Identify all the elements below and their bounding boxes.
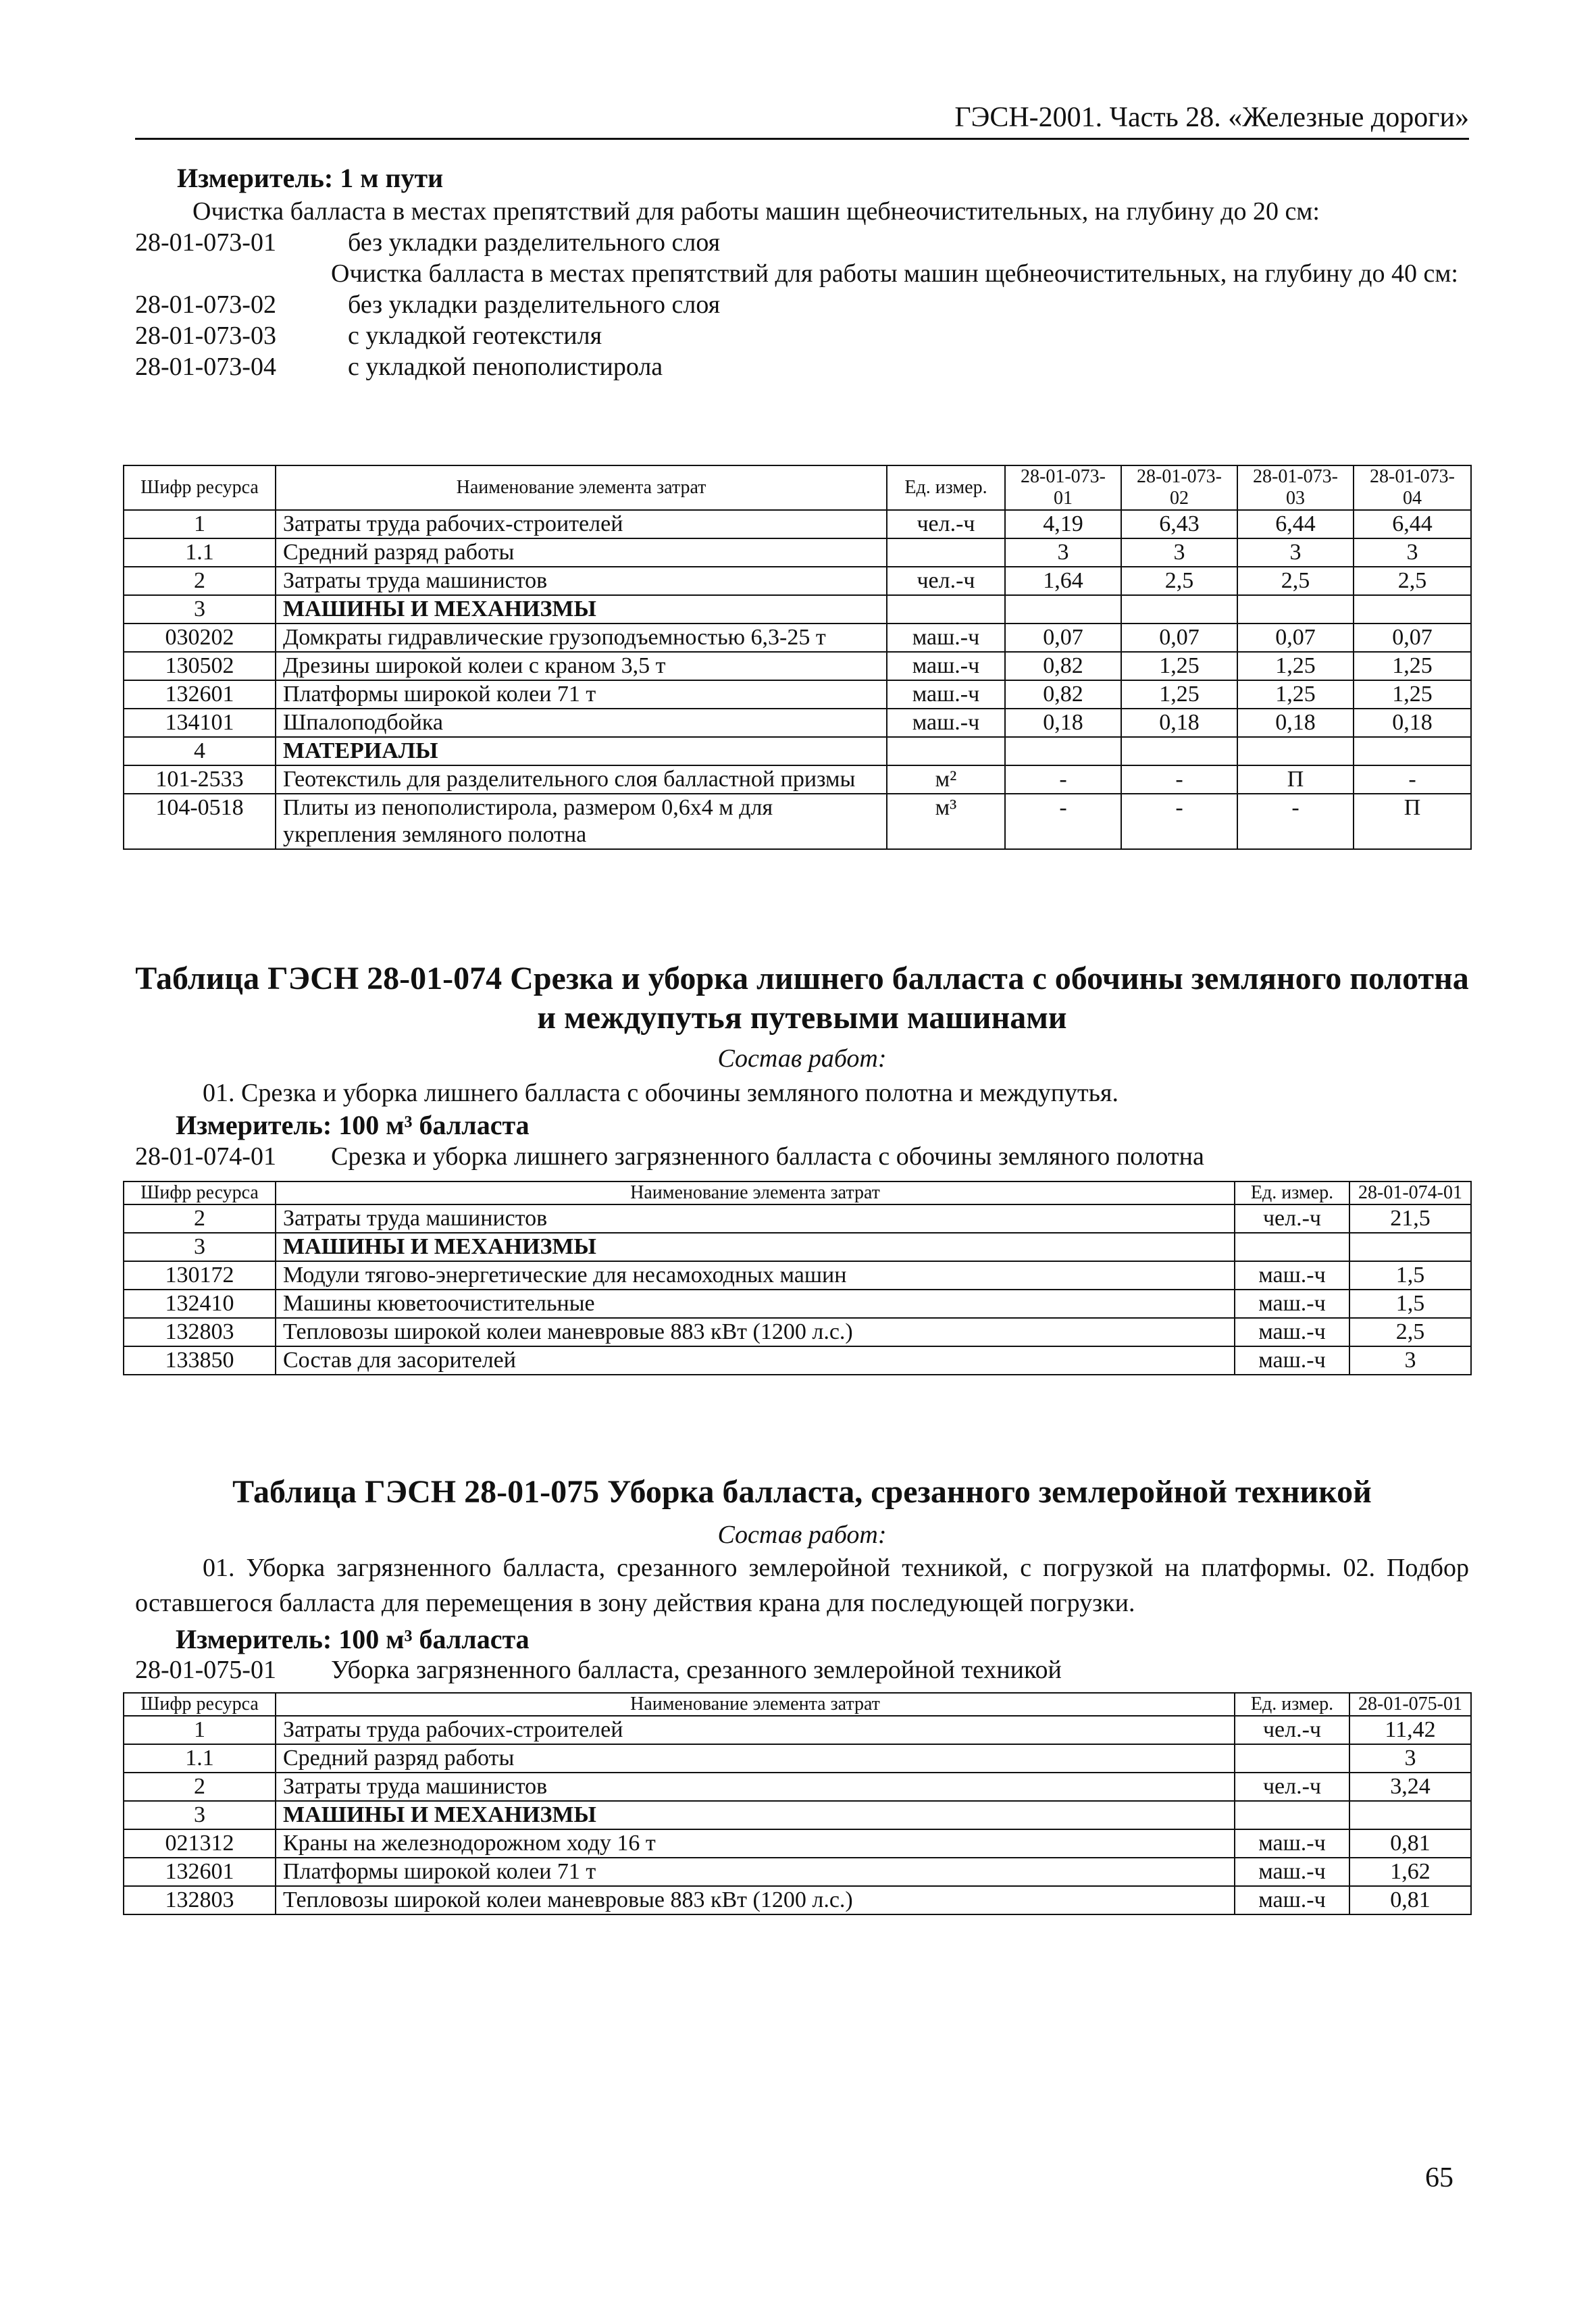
- table-header-row: [124, 465, 1471, 510]
- unit-cell: маш.-ч: [1235, 1290, 1349, 1318]
- unit-cell: чел.-ч: [887, 510, 1005, 538]
- cost-element-cell: МАШИНЫ И МЕХАНИЗМЫ: [276, 595, 887, 624]
- resource-code-cell: 132601: [124, 1858, 276, 1886]
- table-row: [124, 1290, 1471, 1318]
- table-row: [124, 1744, 1471, 1773]
- resource-code-cell: 1.1: [124, 538, 276, 567]
- col-header: 28-01-073-02: [1121, 465, 1237, 510]
- resource-code-cell: 1.1: [124, 1744, 276, 1773]
- norm-value-cell: 1,5: [1349, 1261, 1471, 1290]
- table-title-074: Таблица ГЭСН 28-01-074 Срезка и уборка лишнего балласта с обочины земляного полотна и междупутья путевыми машинами: [135, 961, 1469, 1036]
- table-row: [124, 794, 1471, 849]
- norm-value-cell: [1005, 595, 1121, 624]
- resource-code-cell: 133850: [124, 1346, 276, 1375]
- code-item: [135, 351, 1469, 382]
- item-desc: без укладки разделительного слоя: [348, 290, 721, 319]
- table-row: [124, 1318, 1471, 1346]
- unit-cell: м³: [887, 794, 1005, 849]
- unit-cell: чел.-ч: [1235, 1773, 1349, 1801]
- norm-value-cell: 1,64: [1005, 567, 1121, 595]
- item-desc: с укладкой пенополистирола: [348, 353, 663, 381]
- norm-value-cell: [1121, 595, 1237, 624]
- group-title-row: [135, 258, 1469, 289]
- table-row: [124, 737, 1471, 765]
- item-code: 28-01-073-04: [135, 353, 276, 381]
- resource-code-cell: 132803: [124, 1886, 276, 1914]
- norm-value-cell: -: [1005, 794, 1121, 849]
- norm-value-cell: П: [1354, 794, 1471, 849]
- cost-element-cell: Платформы широкой колеи 71 т: [276, 680, 887, 709]
- table-row: [124, 595, 1471, 624]
- norm-value-cell: 1,25: [1237, 652, 1354, 680]
- norm-value-cell: [1354, 595, 1471, 624]
- cost-element-cell: Машины кюветоочистительные: [276, 1290, 1235, 1318]
- col-header: Наименование элемента затрат: [276, 465, 887, 510]
- table-header-row: [124, 1181, 1471, 1204]
- norm-value-cell: 3: [1237, 538, 1354, 567]
- norm-value-cell: [1349, 1233, 1471, 1261]
- table-title-075: Таблица ГЭСН 28-01-075 Уборка балласта, срезанного землеройной техникой: [232, 1474, 1372, 1510]
- norm-value-cell: 1,25: [1237, 680, 1354, 709]
- item-desc: без укладки разделительного слоя: [348, 228, 721, 257]
- cost-element-cell: Шпалоподбойка: [276, 709, 887, 737]
- norm-value-cell: 1,25: [1121, 652, 1237, 680]
- norm-table-073: [123, 465, 1472, 850]
- norm-value-cell: [1237, 595, 1354, 624]
- resource-code-cell: 3: [124, 1233, 276, 1261]
- unit-cell: маш.-ч: [887, 652, 1005, 680]
- col-header: 28-01-075-01: [1349, 1693, 1471, 1716]
- item-code: 28-01-074-01: [135, 1142, 276, 1171]
- norm-value-cell: 0,82: [1005, 680, 1121, 709]
- table-row: [124, 510, 1471, 538]
- resource-code-cell: 101-2533: [124, 765, 276, 794]
- table-row: [124, 652, 1471, 680]
- norm-value-cell: 0,18: [1237, 709, 1354, 737]
- norm-value-cell: [1237, 737, 1354, 765]
- code-line-074: [135, 1142, 1204, 1171]
- norm-value-cell: 2,5: [1237, 567, 1354, 595]
- unit-cell: маш.-ч: [1235, 1886, 1349, 1914]
- cost-element-cell: Затраты труда рабочих-строителей: [276, 510, 887, 538]
- norm-value-cell: 4,19: [1005, 510, 1121, 538]
- resource-code-cell: 4: [124, 737, 276, 765]
- table-row: [124, 1346, 1471, 1375]
- group1-title: Очистка балласта в местах препятствий для работы машин щебнеочистительных, на глубину до 20 см:: [192, 197, 1320, 226]
- item-desc: Уборка загрязненного балласта, срезанного землеройной техникой: [331, 1656, 1062, 1684]
- resource-code-cell: 134101: [124, 709, 276, 737]
- item-code: 28-01-073-01: [135, 228, 276, 257]
- running-header: ГЭСН-2001. Часть 28. «Железные дороги»: [135, 101, 1469, 140]
- table-row: [124, 1716, 1471, 1744]
- resource-code-cell: 132803: [124, 1318, 276, 1346]
- norm-value-cell: 0,07: [1121, 624, 1237, 652]
- table-row: [124, 1204, 1471, 1233]
- cost-element-cell: Затраты труда машинистов: [276, 567, 887, 595]
- norm-value-cell: 6,44: [1237, 510, 1354, 538]
- resource-code-cell: 132410: [124, 1290, 276, 1318]
- norm-value-cell: 3: [1349, 1744, 1471, 1773]
- cost-element-cell: Затраты труда машинистов: [276, 1773, 1235, 1801]
- resource-code-cell: 132601: [124, 680, 276, 709]
- norm-value-cell: 6,43: [1121, 510, 1237, 538]
- cost-element-cell: Затраты труда машинистов: [276, 1204, 1235, 1233]
- norm-value-cell: 2,5: [1121, 567, 1237, 595]
- col-header: 28-01-074-01: [1349, 1181, 1471, 1204]
- norm-table-075: [123, 1692, 1472, 1915]
- item-code: 28-01-073-03: [135, 322, 276, 350]
- norm-value-cell: [1354, 737, 1471, 765]
- norm-value-cell: 6,44: [1354, 510, 1471, 538]
- unit-cell: маш.-ч: [1235, 1829, 1349, 1858]
- measure-073: Измеритель: 1 м пути: [177, 163, 444, 193]
- table-row: [124, 709, 1471, 737]
- norm-table-074: [123, 1181, 1472, 1375]
- col-header: 28-01-073-01: [1005, 465, 1121, 510]
- measure-074: Измеритель: 100 м³ балласта: [176, 1110, 530, 1140]
- cost-element-cell: Домкраты гидравлические грузоподъемностью 6,3-25 т: [276, 624, 887, 652]
- item-code: 28-01-073-02: [135, 290, 276, 319]
- norm-value-cell: 3: [1005, 538, 1121, 567]
- norm-value-cell: 2,5: [1349, 1318, 1471, 1346]
- unit-cell: [887, 538, 1005, 567]
- unit-cell: [1235, 1744, 1349, 1773]
- resource-code-cell: 3: [124, 595, 276, 624]
- group2-title: Очистка балласта в местах препятствий для работы машин щебнеочистительных, на глубину до 40 см:: [331, 259, 1458, 288]
- norm-value-cell: 0,18: [1354, 709, 1471, 737]
- norm-value-cell: 0,18: [1005, 709, 1121, 737]
- norm-value-cell: 1,5: [1349, 1290, 1471, 1318]
- table-row: [124, 765, 1471, 794]
- cost-element-cell: Состав для засорителей: [276, 1346, 1235, 1375]
- norm-value-cell: [1005, 737, 1121, 765]
- table-row: [124, 1801, 1471, 1829]
- unit-cell: [1235, 1233, 1349, 1261]
- norm-value-cell: -: [1005, 765, 1121, 794]
- norm-value-cell: 21,5: [1349, 1204, 1471, 1233]
- unit-cell: маш.-ч: [1235, 1346, 1349, 1375]
- table-row: [124, 624, 1471, 652]
- resource-code-cell: 2: [124, 567, 276, 595]
- table-header-row: [124, 1693, 1471, 1716]
- cost-element-cell: Тепловозы широкой колеи маневровые 883 кВт (1200 л.с.): [276, 1318, 1235, 1346]
- cost-element-cell: Затраты труда рабочих-строителей: [276, 1716, 1235, 1744]
- norm-value-cell: 2,5: [1354, 567, 1471, 595]
- code-list-073: [135, 196, 1469, 382]
- resource-code-cell: 130172: [124, 1261, 276, 1290]
- resource-code-cell: 3: [124, 1801, 276, 1829]
- unit-cell: [887, 595, 1005, 624]
- table-row: [124, 567, 1471, 595]
- cost-element-cell: МАШИНЫ И МЕХАНИЗМЫ: [276, 1233, 1235, 1261]
- col-header: Шифр ресурса: [124, 465, 276, 510]
- measure-075: Измеритель: 100 м³ балласта: [176, 1624, 530, 1654]
- norm-value-cell: -: [1237, 794, 1354, 849]
- cost-element-cell: МАТЕРИАЛЫ: [276, 737, 887, 765]
- col-header: Ед. измер.: [1235, 1181, 1349, 1204]
- table-row: [124, 1886, 1471, 1914]
- works-text-075: 01. Уборка загрязненного балласта, срезанного землеройной техникой, с погрузкой на платформы. 02. Подбор оставшегося балласта для перемещения в зону действия крана для последующей погрузки.: [135, 1554, 1469, 1617]
- page-number: 65: [1425, 2162, 1453, 2193]
- resource-code-cell: 104-0518: [124, 794, 276, 849]
- cost-element-cell: Плиты из пенополистирола, размером 0,6х4 м для укрепления земляного полотна: [276, 794, 887, 849]
- table-row: [124, 1261, 1471, 1290]
- norm-value-cell: 0,07: [1005, 624, 1121, 652]
- col-header: Ед. измер.: [1235, 1693, 1349, 1716]
- cost-element-cell: Краны на железнодорожном ходу 16 т: [276, 1829, 1235, 1858]
- table-row: [124, 1829, 1471, 1858]
- unit-cell: чел.-ч: [887, 567, 1005, 595]
- norm-value-cell: [1121, 737, 1237, 765]
- cost-element-cell: Тепловозы широкой колеи маневровые 883 кВт (1200 л.с.): [276, 1886, 1235, 1914]
- norm-value-cell: 11,42: [1349, 1716, 1471, 1744]
- norm-value-cell: 0,07: [1237, 624, 1354, 652]
- norm-value-cell: -: [1354, 765, 1471, 794]
- col-header: Шифр ресурса: [124, 1693, 276, 1716]
- code-item: [135, 320, 1469, 351]
- code-item: [135, 227, 1469, 258]
- norm-value-cell: -: [1121, 794, 1237, 849]
- unit-cell: маш.-ч: [887, 680, 1005, 709]
- norm-value-cell: [1349, 1801, 1471, 1829]
- norm-value-cell: 3: [1354, 538, 1471, 567]
- cost-element-cell: Геотекстиль для разделительного слоя балластной призмы: [276, 765, 887, 794]
- item-desc: Срезка и уборка лишнего загрязненного балласта с обочины земляного полотна: [331, 1142, 1204, 1171]
- resource-code-cell: 021312: [124, 1829, 276, 1858]
- code-line-075: [135, 1655, 1062, 1685]
- unit-cell: маш.-ч: [887, 709, 1005, 737]
- norm-value-cell: 0,07: [1354, 624, 1471, 652]
- cost-element-cell: Платформы широкой колеи 71 т: [276, 1858, 1235, 1886]
- works-label-075: Состав работ:: [717, 1521, 887, 1549]
- cost-element-cell: Дрезины широкой колеи с краном 3,5 т: [276, 652, 887, 680]
- col-header: Наименование элемента затрат: [276, 1693, 1235, 1716]
- unit-cell: маш.-ч: [1235, 1858, 1349, 1886]
- unit-cell: маш.-ч: [887, 624, 1005, 652]
- norm-value-cell: 0,18: [1121, 709, 1237, 737]
- unit-cell: [887, 737, 1005, 765]
- norm-value-cell: 1,25: [1121, 680, 1237, 709]
- unit-cell: чел.-ч: [1235, 1204, 1349, 1233]
- cost-element-cell: Средний разряд работы: [276, 538, 887, 567]
- item-desc: с укладкой геотекстиля: [348, 322, 602, 350]
- norm-value-cell: -: [1121, 765, 1237, 794]
- norm-value-cell: 1,25: [1354, 680, 1471, 709]
- table-row: [124, 1773, 1471, 1801]
- norm-value-cell: 3: [1349, 1346, 1471, 1375]
- cost-element-cell: МАШИНЫ И МЕХАНИЗМЫ: [276, 1801, 1235, 1829]
- works-text-074: 01. Срезка и уборка лишнего балласта с обочины земляного полотна и междупутья.: [203, 1079, 1118, 1107]
- col-header: Шифр ресурса: [124, 1181, 276, 1204]
- unit-cell: м²: [887, 765, 1005, 794]
- unit-cell: чел.-ч: [1235, 1716, 1349, 1744]
- resource-code-cell: 1: [124, 510, 276, 538]
- resource-code-cell: 2: [124, 1204, 276, 1233]
- norm-value-cell: 1,25: [1354, 652, 1471, 680]
- norm-value-cell: П: [1237, 765, 1354, 794]
- item-code: 28-01-075-01: [135, 1656, 276, 1684]
- col-header: 28-01-073-03: [1237, 465, 1354, 510]
- works-label-074: Состав работ:: [717, 1044, 887, 1073]
- unit-cell: маш.-ч: [1235, 1318, 1349, 1346]
- resource-code-cell: 130502: [124, 652, 276, 680]
- cost-element-cell: Модули тягово-энергетические для несамоходных машин: [276, 1261, 1235, 1290]
- norm-value-cell: 1,62: [1349, 1858, 1471, 1886]
- group-title-row: [135, 196, 1469, 227]
- cost-element-cell: Средний разряд работы: [276, 1744, 1235, 1773]
- norm-value-cell: 3: [1121, 538, 1237, 567]
- code-item: [135, 289, 1469, 320]
- norm-value-cell: 3,24: [1349, 1773, 1471, 1801]
- unit-cell: [1235, 1801, 1349, 1829]
- table-row: [124, 1233, 1471, 1261]
- unit-cell: маш.-ч: [1235, 1261, 1349, 1290]
- table-row: [124, 1858, 1471, 1886]
- table-row: [124, 680, 1471, 709]
- col-header: Ед. измер.: [887, 465, 1005, 510]
- norm-value-cell: 0,81: [1349, 1886, 1471, 1914]
- resource-code-cell: 030202: [124, 624, 276, 652]
- resource-code-cell: 2: [124, 1773, 276, 1801]
- table-row: [124, 538, 1471, 567]
- norm-value-cell: 0,81: [1349, 1829, 1471, 1858]
- norm-value-cell: 0,82: [1005, 652, 1121, 680]
- resource-code-cell: 1: [124, 1716, 276, 1744]
- col-header: 28-01-073-04: [1354, 465, 1471, 510]
- col-header: Наименование элемента затрат: [276, 1181, 1235, 1204]
